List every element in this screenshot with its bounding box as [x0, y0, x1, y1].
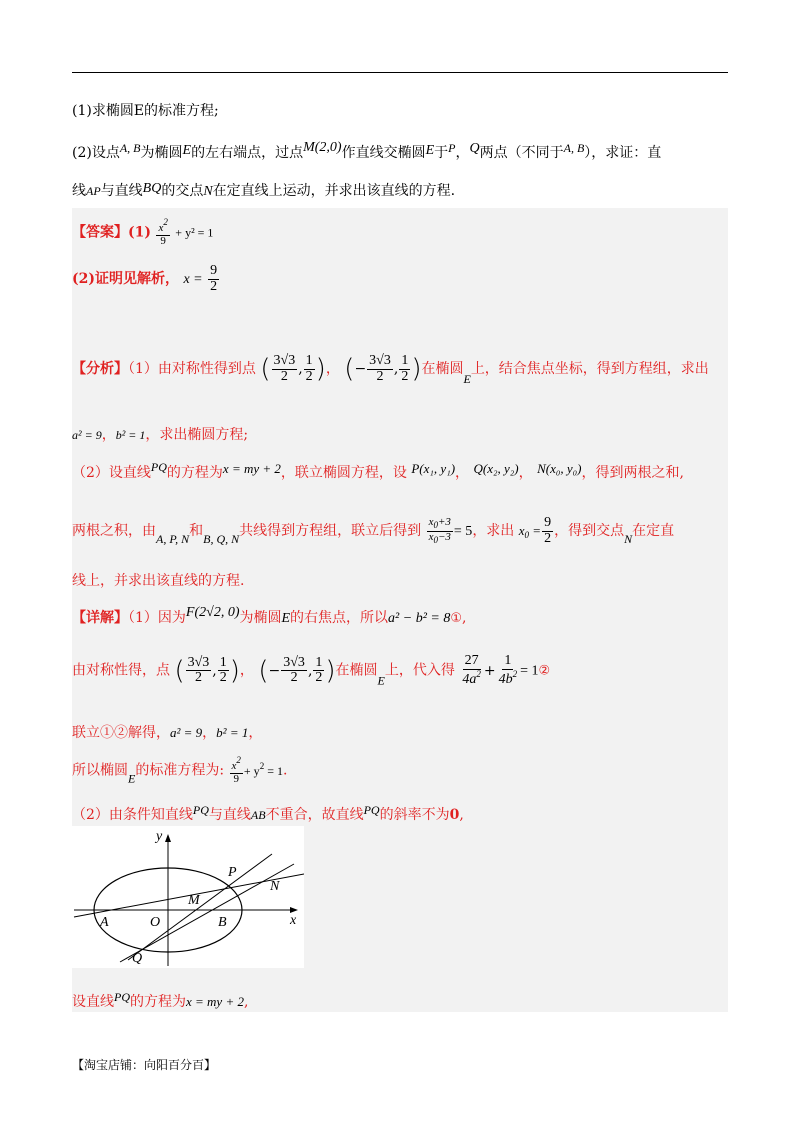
q2-M: M(2,0): [303, 140, 342, 155]
detail-l2-c: 上，代入得: [384, 662, 455, 679]
detail-l1-b: 为椭圆: [239, 610, 282, 626]
detail-point-1: ( $\frac{3√3}{2}$ , $\frac{1}{2}$ ): [174, 654, 240, 686]
answer-part-1-label: (1): [128, 224, 151, 241]
answer-ellipse-tail: + y² = 1: [175, 225, 214, 240]
detail-b-sq: b² = 1: [216, 725, 249, 740]
analysis-l4-f: 在定直: [632, 523, 675, 540]
analysis-l5: 线上，并求出该直线的方程.: [72, 573, 245, 589]
analysis-l4-e: ，得到交点: [554, 523, 625, 540]
q2-text-f: 两点（不同于: [479, 145, 564, 161]
q2-N: N: [203, 184, 213, 199]
detail-l2-a: 由对称性得，点: [72, 662, 170, 679]
detail-line-3: 联立①②解得，a² = 9，b² = 1，: [72, 725, 263, 741]
detail-F-coords: F(2√2, 0): [185, 605, 240, 620]
answer-den: 2: [210, 278, 218, 294]
detail-l6-a: 设直线: [72, 994, 114, 1010]
analysis-x0-eq: $x_0$ = $\frac{9}{2}$: [518, 515, 552, 546]
analysis-l4-c: 共线得到方程组，联立后得到: [239, 523, 422, 540]
q2-text-a: (2)设点: [72, 145, 120, 161]
answer-x-eq: x =: [183, 272, 203, 288]
analysis-line-5: [72, 570, 244, 590]
analysis-N-coords: N(x₀, y₀): [537, 461, 582, 476]
analysis-BQN: B, Q, N: [203, 532, 240, 547]
analysis-l2-c: ，求出椭圆方程;: [145, 427, 249, 443]
ellipse-diagram: [72, 826, 304, 968]
label-M: M: [188, 893, 200, 908]
answer-num: 9: [210, 263, 218, 278]
q2-E: E: [182, 143, 192, 158]
analysis-line-eq: x = my + 2: [222, 461, 281, 476]
detail-l4-a: 所以椭圆: [72, 762, 128, 779]
detail-line-eq: x = my + 2: [186, 994, 244, 1009]
q2-line2-d: 在定直线上运动，并求出该直线的方程.: [212, 183, 456, 199]
analysis-ratio-eq: $\frac{x_0+3}{x_0-3}$: [428, 516, 451, 545]
label-B: B: [218, 915, 227, 930]
analysis-l4-a: 两根之积，由: [72, 523, 156, 540]
question-part-1: [72, 100, 219, 120]
detail-l5-d: 的斜率不为: [379, 807, 450, 823]
answer-line-1: [72, 218, 213, 247]
answer-tag: 【答案】: [72, 224, 128, 241]
q2-AB: A, B: [119, 141, 141, 155]
detail-substitution-eq: $\frac{27}{4a^2}$ + $\frac{1}{4b^2}$: [462, 653, 518, 687]
detail-l5-b: 与直线: [208, 807, 251, 823]
label-O: O: [150, 915, 161, 930]
detail-l4-b: 的标准方程为:: [135, 762, 225, 779]
analysis-l1-a: （1）由对称性得到点: [128, 361, 256, 378]
q2-AP: AP: [86, 184, 101, 198]
answer-part-2-label: (2)证明见解析，: [72, 271, 179, 288]
detail-l6-b: 的方程为: [130, 994, 186, 1010]
answer-ellipse-fraction: $\frac{x^2}{9}$: [158, 217, 168, 247]
q2-text-g: ），求证：直: [584, 145, 662, 161]
label-x: x: [290, 913, 297, 928]
q2-line2-c: 的交点: [161, 183, 204, 199]
ellipse-diagram-svg: [72, 826, 304, 968]
detail-point-2: (− $\frac{3√3}{2}$ , $\frac{1}{2}$ ): [258, 654, 336, 686]
q2-AB2: A, B: [563, 141, 585, 155]
analysis-Q-coords: Q(x₂, y₂): [473, 461, 519, 476]
q2-line2-b: 与直线: [100, 183, 143, 199]
analysis-line-4: 两根之积，由A, P, N和B, Q, N共线得到方程组，联立后得到 $\frac{x_0+3}{x_0-3}$ = 5，求出 $x_0$ = $\frac{9}{2}$ ，得到交点N在定直: [72, 515, 675, 547]
label-Q: Q: [132, 951, 143, 966]
detail-line-4: 所以椭圆E的标准方程为: $\frac{x^2}{9}$ + $y^2 = 1$.: [72, 755, 288, 786]
answer-line-2: [72, 264, 220, 294]
y-axis-arrow-icon: [165, 834, 171, 842]
detail-l1-c: 的右焦点，所以: [290, 610, 389, 626]
detail-line-6: 设直线PQ的方程为x = my + 2,: [72, 990, 249, 1010]
question-part-2-line-2: [72, 180, 455, 200]
detail-line-2: 由对称性得，点 ( $\frac{3√3}{2}$ , $\frac{1}{2}$ )， (− $\frac{3√3}{2}$ , $\frac{1}{2}$ )在椭圆E上，代入得 $\frac{27}{4a^2}$ + $\frac{1}{4b^2}$ = 1②: [72, 653, 551, 688]
analysis-point-1: ( $\frac{3√3}{2}$ , $\frac{1}{2}$ ): [260, 353, 326, 385]
detail-zero: 0: [449, 807, 460, 823]
analysis-line-2: a² = 9，b² = 1，求出椭圆方程;: [72, 427, 249, 443]
analysis-l3-c: ，联立椭圆方程，设: [280, 465, 407, 481]
analysis-P-coords: P(x₁, y₁): [411, 461, 456, 476]
label-N: N: [270, 879, 280, 894]
detail-l1-a: （1）因为: [128, 610, 186, 626]
analysis-APN: A, P, N: [156, 532, 190, 547]
detail-ellipse-eq: $\frac{x^2}{9}$ + $y^2 = 1$: [231, 755, 283, 785]
analysis-ratio-tail: = 5: [453, 524, 473, 540]
detail-line-5: （2）由条件知直线PQ与直线AB不重合，故直线PQ的斜率不为0,: [72, 803, 464, 823]
analysis-tag: 【分析】: [72, 361, 128, 378]
line-PQ: [128, 854, 272, 960]
question-1-text: (1)求椭圆E的标准方程;: [72, 103, 219, 119]
detail-tag: 【详解】: [72, 610, 128, 626]
answer-nine-halves: [208, 264, 219, 294]
label-y: y: [156, 829, 163, 844]
analysis-l3-a: （2）设直线: [72, 465, 151, 481]
analysis-line-1: 【分析】（1）由对称性得到点 ( $\frac{3√3}{2}$ , $\frac{1}{2}$ )， (− $\frac{3√3}{2}$ , $\frac{1}{2}$ )在椭圆E上，结合焦点坐标，得到方程组，求出: [72, 353, 709, 387]
detail-a2-b2-eq: a² − b² = 8: [388, 611, 451, 626]
analysis-PQ: PQ: [150, 460, 167, 474]
detail-circle-2: ②: [538, 663, 551, 679]
top-rule: [72, 72, 728, 73]
analysis-l4-d: ，求出: [472, 523, 515, 540]
detail-PQ: PQ: [192, 803, 209, 817]
q2-text-b: 为椭圆: [140, 145, 183, 161]
detail-substitution-tail: = 1: [520, 663, 539, 679]
q2-line2-a: 线: [72, 183, 86, 199]
q2-E2: E: [425, 143, 435, 158]
line-BN: [120, 864, 294, 962]
question-part-2-line-1: (2)设点A, B为椭圆E的左右端点，过点M(2,0)作直线交椭圆E于P，Q两点（不同于A, B），求证：直: [72, 140, 662, 161]
label-P: P: [228, 865, 237, 880]
q2-P: P: [448, 141, 456, 155]
analysis-point-2: (− $\frac{3√3}{2}$ , $\frac{1}{2}$ ): [344, 353, 422, 385]
analysis-b-sq: b² = 1: [115, 428, 146, 442]
detail-l2-b: 在椭圆: [335, 662, 378, 679]
analysis-l3-d: ，得到两根之和,: [581, 465, 684, 481]
q2-text-e: 于: [434, 145, 449, 161]
detail-line-1: 【详解】（1）因为F(2√2, 0)为椭圆E的右焦点，所以a² − b² = 8①,: [72, 605, 467, 626]
detail-l5-c: 不重合，故直线: [265, 807, 364, 823]
q2-text-c: 的左右端点，过点: [191, 145, 304, 161]
q2-Q: Q: [469, 141, 480, 156]
detail-AB: AB: [250, 808, 266, 822]
label-A: A: [100, 915, 109, 930]
q2-BQ: BQ: [142, 181, 162, 196]
analysis-a-sq: a² = 9: [72, 428, 102, 442]
analysis-l3-b: 的方程为: [166, 465, 223, 481]
analysis-l1-b: 在椭圆: [421, 361, 464, 378]
detail-l5-a: （2）由条件知直线: [72, 807, 193, 823]
detail-circle-1: ①: [450, 611, 462, 626]
footer-shop-label: 【淘宝店铺：向阳百分百】: [72, 1058, 217, 1072]
detail-l3-a: 联立①②解得，: [72, 725, 170, 741]
analysis-l4-b: 和: [189, 523, 204, 540]
analysis-line-3: （2）设直线PQ的方程为x = my + 2，联立椭圆方程，设 P(x₁, y₁)， Q(x₂, y₂)， N(x₀, y₀)，得到两根之和,: [72, 460, 684, 481]
detail-a-sq: a² = 9: [170, 725, 203, 740]
q2-text-d: 作直线交椭圆: [341, 145, 426, 161]
analysis-l1-c: 上，结合焦点坐标，得到方程组，求出: [470, 361, 709, 378]
